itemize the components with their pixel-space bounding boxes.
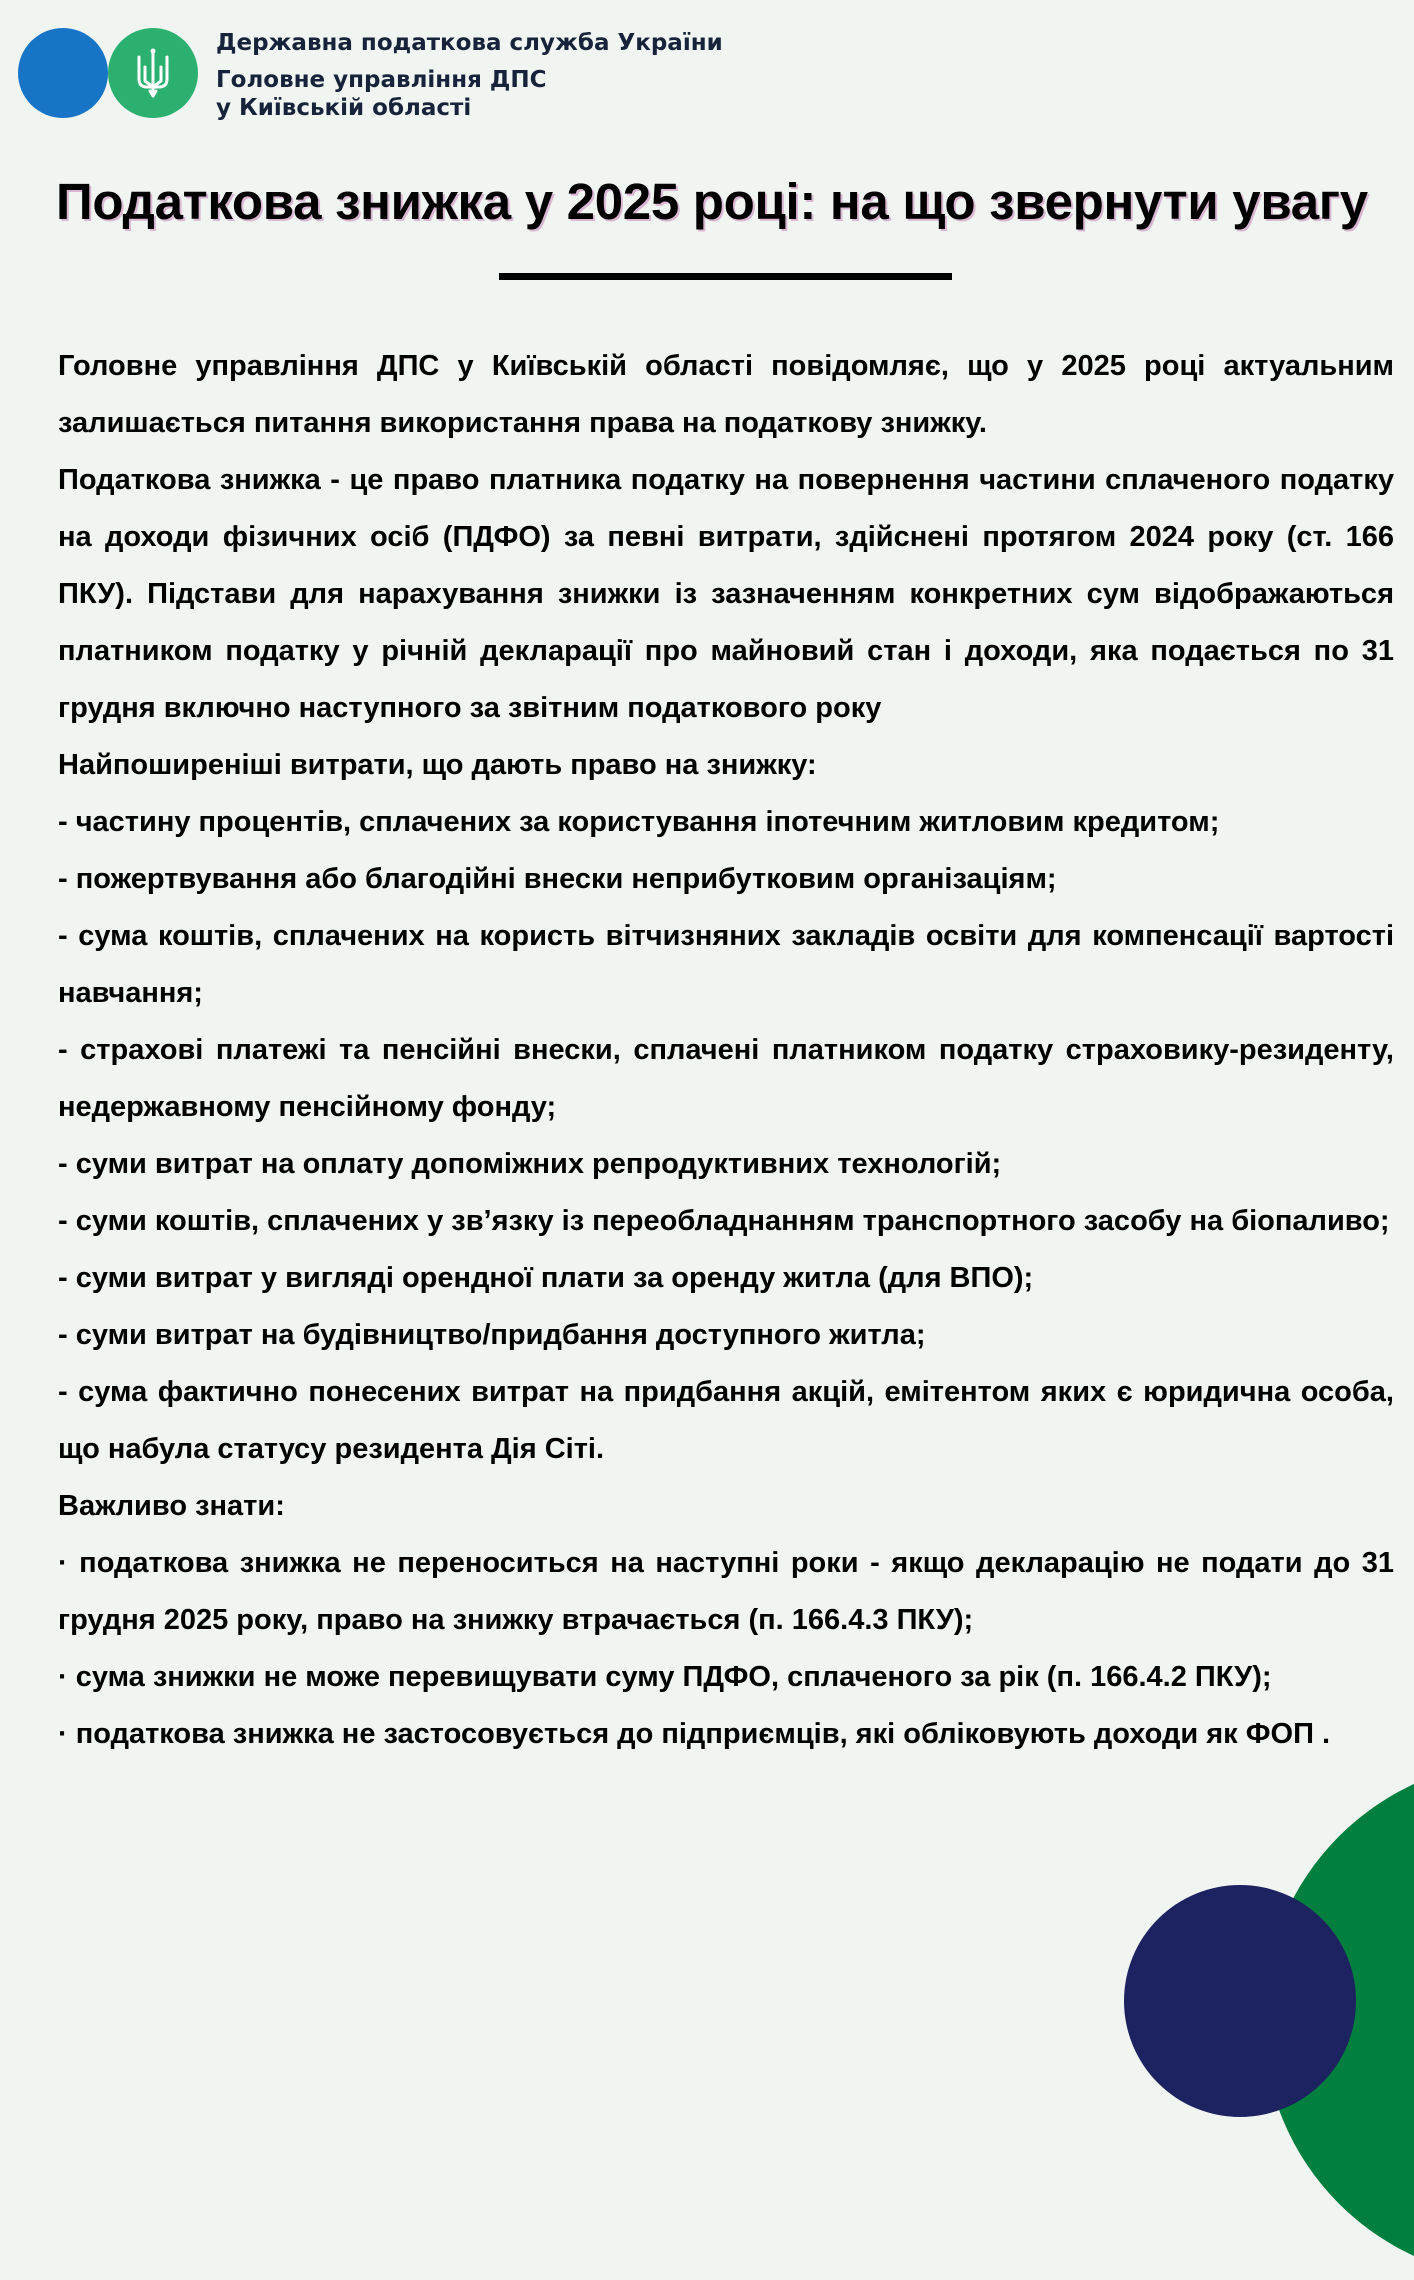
- important-item: · податкова знижка не застосовується до підприємців, які обліковують доходи як ФОП .: [58, 1718, 1331, 1750]
- expense-item: - суми витрат на будівництво/придбання доступного житла;: [58, 1319, 926, 1351]
- article-body: [58, 338, 1394, 1763]
- definition-paragraph: Податкова знижка - це право платника податку на повернення частини сплаченого податку на доходи фізичних осіб (ПДФО) за певні витрати, здійснені протягом 2024 року (ст. 166 ПКУ). Підстави для нарахування знижки із зазначенням конкретних сум відображаються платником податку у річній декларації про майновий стан і доходи, яка подається по 31 грудня включно наступного за звітним податкового року: [58, 464, 1394, 724]
- corner-decoration-navy: [1124, 1885, 1356, 2117]
- expense-item: - сума фактично понесених витрат на придбання акцій, емітентом яких є юридична особа, що набула статусу резидента Дія Сіті.: [58, 1376, 1394, 1465]
- expense-item: - пожертвування або благодійні внески неприбутковим організаціям;: [58, 863, 1057, 895]
- dept-name-line1: Головне управління ДПС: [216, 67, 547, 93]
- important-heading: Важливо знати:: [58, 1490, 285, 1522]
- expense-item: - сума коштів, сплачених на користь вітчизняних закладів освіти для компенсації вартості навчання;: [58, 920, 1394, 1009]
- org-name: Державна податкова служба України: [216, 30, 723, 56]
- logo-blue-circle: [18, 28, 108, 118]
- logo-green-circle: [108, 28, 198, 118]
- header-text: [216, 28, 723, 122]
- expense-item: - частину процентів, сплачених за користування іпотечним житловим кредитом;: [58, 806, 1220, 838]
- expense-item: - страхові платежі та пенсійні внески, сплачені платником податку страховику-резиденту, недержавному пенсійному фонду;: [58, 1034, 1394, 1123]
- expense-item: - суми коштів, сплачених у зв’язку із переобладнанням транспортного засобу на біопаливо;: [58, 1205, 1390, 1237]
- expense-item: - суми витрат на оплату допоміжних репродуктивних технологій;: [58, 1148, 1002, 1180]
- header: [18, 28, 723, 122]
- important-item: · податкова знижка не переноситься на наступні роки - якщо декларацію не подати до 31 грудня 2025 року, право на знижку втрачається (п. 166.4.3 ПКУ);: [58, 1547, 1394, 1636]
- trident-icon: [133, 47, 173, 99]
- intro-paragraph: Головне управління ДПС у Київській області повідомляє, що у 2025 році актуальним залишається питання використання права на податкову знижку.: [58, 350, 1394, 439]
- title-underline: [499, 273, 952, 280]
- dept-name-line2: у Київській області: [216, 95, 472, 121]
- expenses-heading: Найпоширеніші витрати, що дають право на знижку:: [58, 749, 817, 781]
- expense-item: - суми витрат у вигляді орендної плати за оренду житла (для ВПО);: [58, 1262, 1034, 1294]
- page-title: Податкова знижка у 2025 році: на що звернути увагу: [56, 173, 1368, 230]
- important-item: · сума знижки не може перевищувати суму ПДФО, сплаченого за рік (п. 166.4.2 ПКУ);: [58, 1661, 1272, 1693]
